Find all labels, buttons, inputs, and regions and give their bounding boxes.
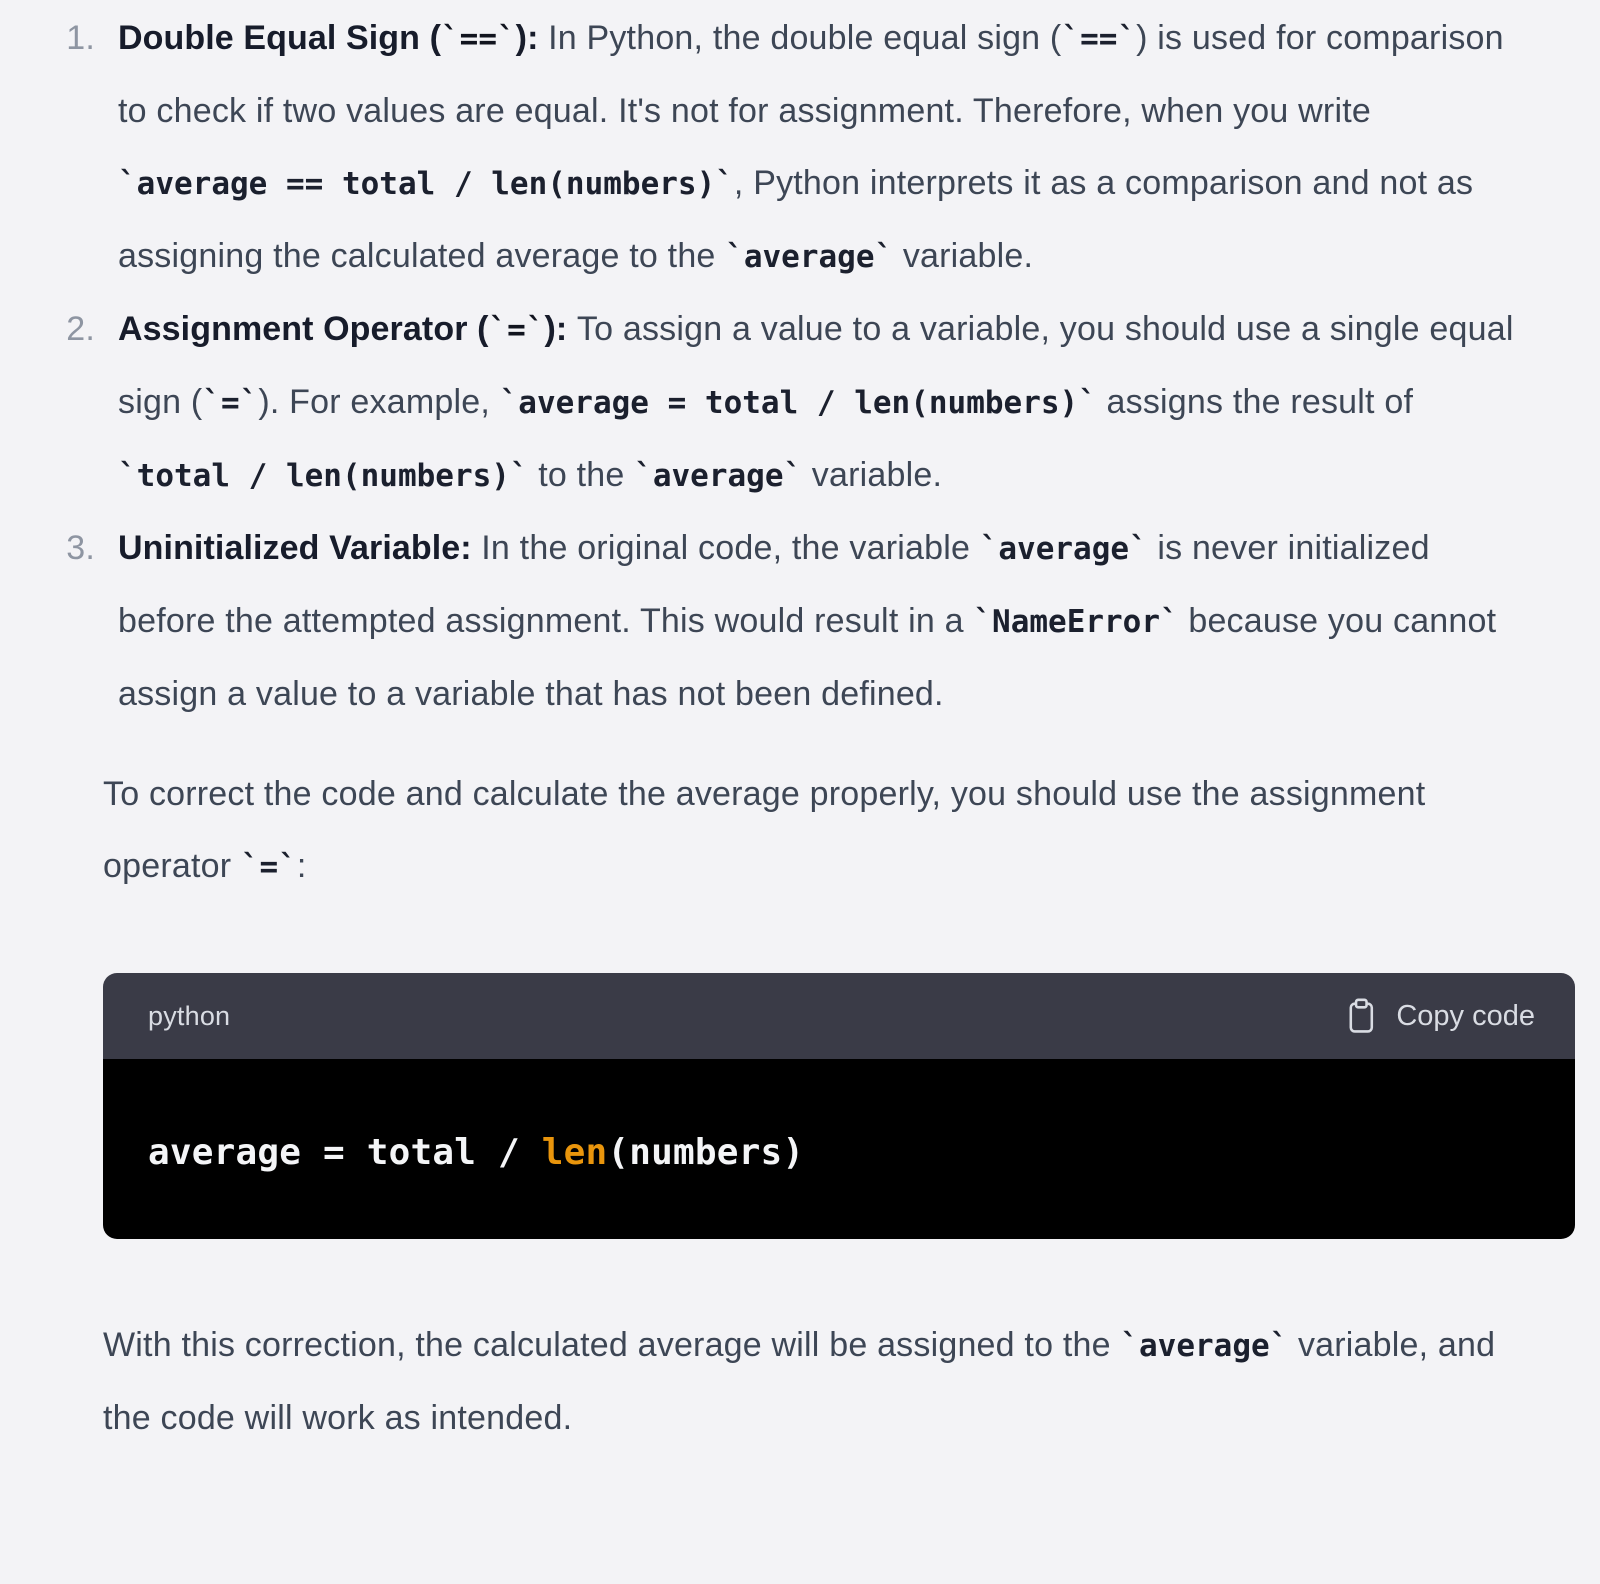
text-run: (numbers): [607, 1132, 805, 1173]
text-run: variable.: [893, 237, 1034, 275]
text-run: In Python, the double equal sign (: [548, 19, 1062, 57]
text-run: , Python interprets it as a comparison and not as assigning the calculated average to the: [118, 164, 1474, 275]
list-item: [66, 2, 1518, 293]
text-run: len: [541, 1132, 608, 1173]
code-block: [103, 973, 1575, 1239]
intro-paragraph: [103, 758, 1518, 903]
text-run: variable, and the code will work as intended.: [103, 1326, 1496, 1437]
text-run: :: [296, 847, 307, 885]
text-run: `average`: [725, 239, 894, 275]
clipboard-icon: [1343, 996, 1379, 1036]
text-run: average = total /: [148, 1132, 542, 1173]
list-item: [66, 512, 1518, 730]
list-item-text: [118, 19, 1504, 275]
text-run: `total / len(numbers)`: [118, 458, 529, 494]
text-run: Assignment Operator (: [118, 310, 489, 348]
list-item-text: [118, 529, 1496, 713]
text-run: To assign a value to a variable, you should use a single equal sign (: [118, 310, 1514, 421]
closing-paragraph: [103, 1309, 1518, 1454]
text-run: Uninitialized Variable:: [118, 529, 482, 567]
text-run: ):: [515, 19, 549, 57]
text-run: With this correction, the calculated average will be assigned to the: [103, 1326, 1121, 1364]
code-block-header: [103, 973, 1575, 1059]
copy-code-button[interactable]: [1343, 996, 1535, 1036]
code-block-body: [103, 1059, 1575, 1239]
text-run: `NameError`: [973, 604, 1179, 640]
text-run: `average`: [1120, 1328, 1289, 1364]
text-run: is never initialized before the attempted assignment. This would result in a: [118, 529, 1430, 640]
text-run: `=`: [202, 385, 259, 421]
text-run: because you cannot assign a value to a variable that has not been defined.: [118, 602, 1497, 713]
list-item-number: 3.: [66, 529, 95, 567]
text-run: `==`: [1061, 21, 1137, 57]
text-run: Double Equal Sign (: [118, 19, 442, 57]
code-language-label: python: [148, 1000, 231, 1031]
text-run: assigns the result of: [1096, 383, 1414, 421]
text-run: ). For example,: [258, 383, 500, 421]
text-run: variable.: [802, 456, 943, 494]
text-run: In the original code, the variable: [481, 529, 980, 567]
copy-code-label: Copy code: [1396, 999, 1535, 1032]
text-run: `average`: [634, 458, 803, 494]
text-run: `=`: [488, 312, 545, 348]
text-run: `average = total / len(numbers)`: [499, 385, 1097, 421]
text-run: ):: [544, 310, 577, 348]
list-item-number: 1.: [66, 19, 95, 57]
list-item-number: 2.: [66, 310, 95, 348]
text-run: `=`: [240, 849, 297, 885]
text-run: `average`: [979, 531, 1148, 567]
list-item-text: [118, 310, 1514, 494]
explanation-list: [66, 2, 1518, 730]
code-line: [148, 1132, 804, 1173]
text-run: ) is used for comparison to check if two values are equal. It's not for assignment. Therefore, when you write: [118, 19, 1504, 130]
text-run: to the: [528, 456, 635, 494]
text-run: `==`: [441, 21, 516, 57]
text-run: `average == total / len(numbers)`: [118, 166, 734, 202]
list-item: [66, 293, 1518, 512]
text-run: To correct the code and calculate the average properly, you should use the assignment operator: [103, 775, 1426, 885]
